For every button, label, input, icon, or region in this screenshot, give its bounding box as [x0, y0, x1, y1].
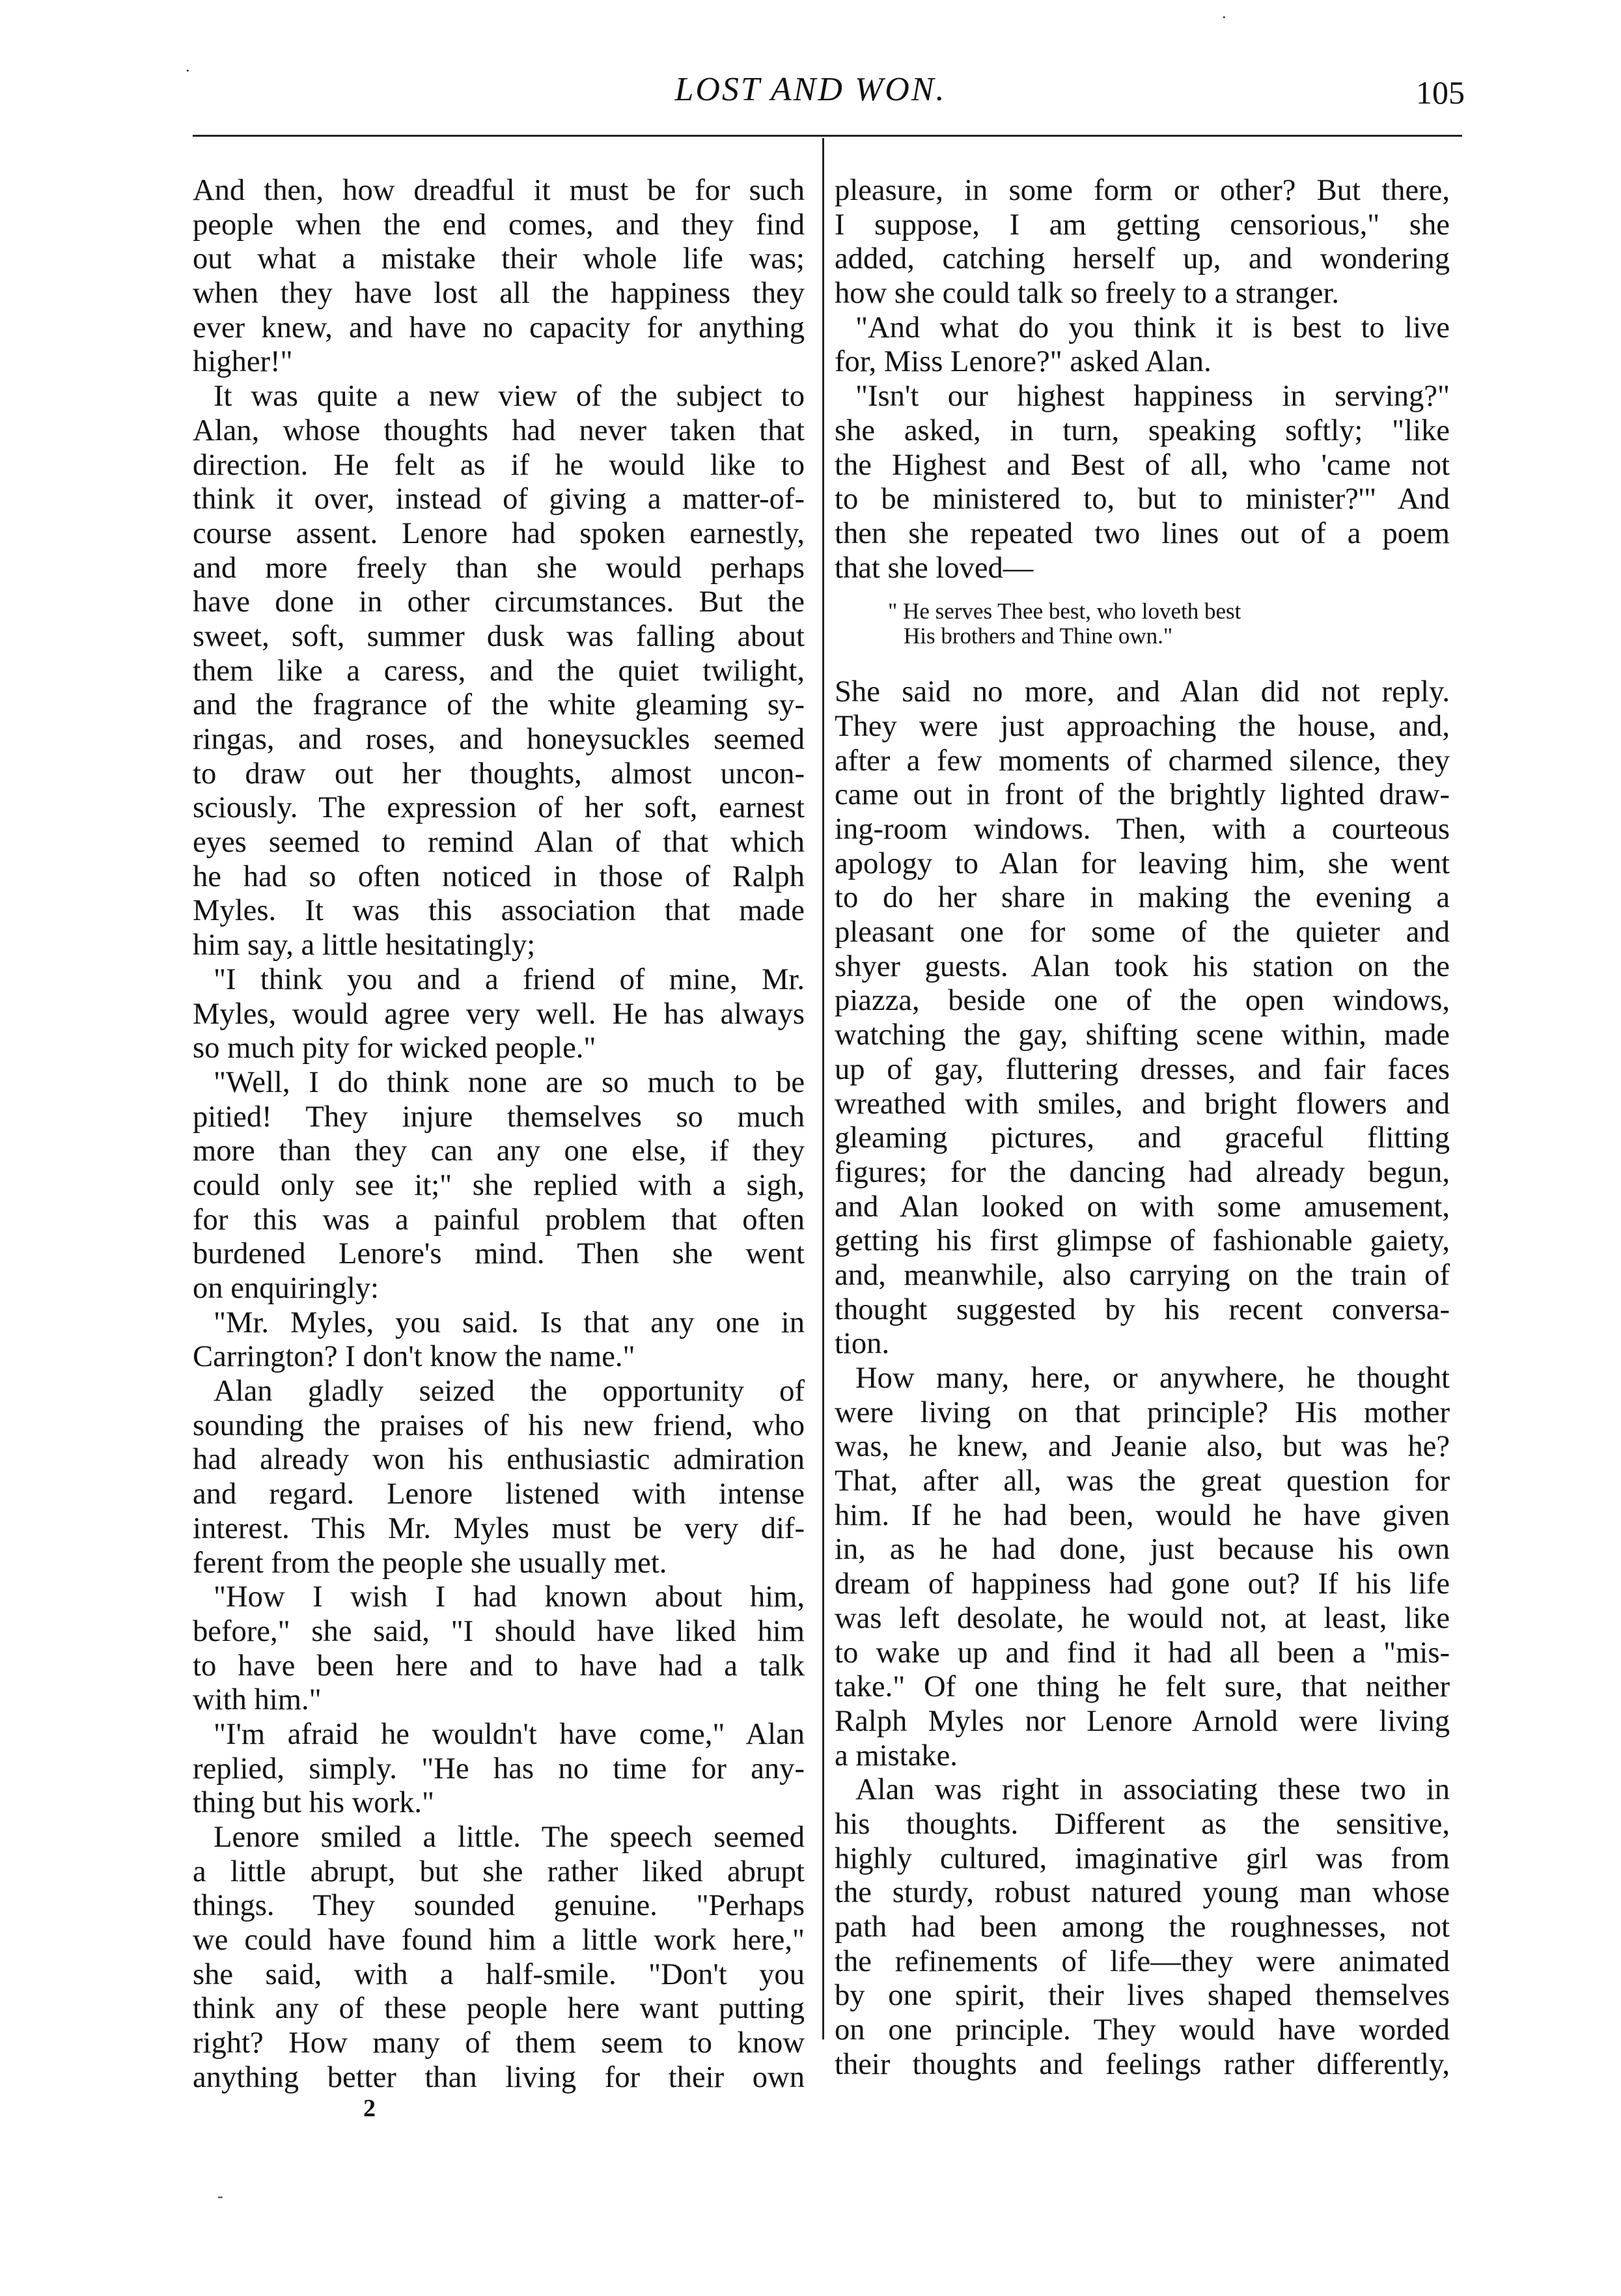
text-line: and, meanwhile, also carrying on the train of	[835, 1257, 1450, 1292]
poem-line: His brothers and Thine own."	[904, 623, 1173, 649]
text-line: in, as he had done, just because his own	[835, 1532, 1450, 1567]
text-line: take." Of one thing he felt sure, that neither	[835, 1670, 1450, 1704]
text-line: and Alan looked on with some amusement,	[835, 1189, 1450, 1224]
text-line: sweet, soft, summer dusk was falling about	[193, 619, 805, 653]
text-line: Myles. It was this association that made	[193, 893, 805, 928]
text-line: "I think you and a friend of mine, Mr.	[214, 962, 805, 996]
text-line: the Highest and Best of all, who 'came not	[835, 447, 1450, 482]
text-line: could only see it;" she replied with a sigh,	[193, 1168, 805, 1202]
text-line: to draw out her thoughts, almost uncon-	[193, 756, 805, 791]
text-line: piazza, beside one of the open windows,	[835, 983, 1450, 1018]
text-line: wreathed with smiles, and bright flowers and	[835, 1086, 1450, 1121]
text-line: gleaming pictures, and graceful flitting	[835, 1121, 1450, 1155]
text-line: things. They sounded genuine. "Perhaps	[193, 1888, 805, 1923]
text-line: thought suggested by his recent conversa-	[835, 1292, 1450, 1326]
text-line: before," she said, "I should have liked him	[193, 1614, 805, 1648]
text-line: pleasant one for some of the quieter and	[835, 915, 1450, 949]
text-line: to do her share in making the evening a	[835, 880, 1450, 915]
text-line: thing but his work."	[193, 1785, 435, 1820]
text-line: ringas, and roses, and honeysuckles seemed	[193, 722, 805, 756]
running-head-title: LOST AND WON.	[674, 71, 947, 108]
signature-mark: 2	[363, 2095, 376, 2122]
text-line: we could have found him a little work here,"	[193, 1923, 805, 1957]
text-line: a mistake.	[835, 1738, 958, 1772]
speck-mark: ·	[185, 61, 191, 80]
header-rule	[193, 135, 1462, 137]
right-column-bottom-text	[835, 675, 1450, 2081]
text-line: she asked, in turn, speaking softly; "like	[835, 413, 1450, 447]
text-line: he had so often noticed in those of Ralph	[193, 859, 805, 893]
text-line: when they have lost all the happiness they	[193, 276, 805, 311]
text-line: How many, here, or anywhere, he thought	[855, 1361, 1450, 1395]
text-line: after a few moments of charmed silence, they	[835, 743, 1450, 777]
text-line: have done in other circumstances. But the	[193, 585, 805, 619]
text-line: Ralph Myles nor Lenore Arnold were living	[835, 1703, 1450, 1738]
text-line: ferent from the people she usually met.	[193, 1545, 667, 1580]
text-line: on enquiringly:	[193, 1271, 380, 1305]
text-line: tion.	[835, 1326, 890, 1361]
text-line: replied, simply. "He has no time for any-	[193, 1751, 805, 1785]
text-line: "I'm afraid he wouldn't have come," Alan	[214, 1716, 805, 1751]
poem-quote	[835, 599, 1450, 649]
text-line: watching the gay, shifting scene within, made	[835, 1018, 1450, 1052]
text-line: how she could talk so freely to a stranger.	[835, 276, 1340, 311]
text-line: and more freely than she would perhaps	[193, 550, 805, 585]
text-line: their thoughts and feelings rather differently,	[835, 2047, 1450, 2081]
text-line: ing-room windows. Then, with a courteous	[835, 812, 1450, 846]
text-line: Alan was right in associating these two in	[855, 1772, 1450, 1807]
text-line: that she loved—	[835, 550, 1034, 585]
right-column	[835, 173, 1450, 2081]
text-line: with him."	[193, 1683, 322, 1717]
poem-line: " He serves Thee best, who loveth best	[888, 598, 1241, 624]
text-line: them like a caress, and the quiet twilight,	[193, 653, 805, 688]
text-line: and regard. Lenore listened with intense	[193, 1477, 805, 1511]
text-line: Alan gladly seized the opportunity of	[214, 1374, 805, 1408]
text-line: for, Miss Lenore?" asked Alan.	[835, 344, 1212, 379]
text-line: path had been among the roughnesses, not	[835, 1910, 1450, 1944]
text-line: course assent. Lenore had spoken earnestly,	[193, 516, 805, 550]
text-line: dream of happiness had gone out? If his life	[835, 1567, 1450, 1601]
text-line: "Mr. Myles, you said. Is that any one in	[214, 1305, 805, 1339]
column-divider	[822, 138, 824, 2039]
text-line: the sturdy, robust natured young man whose	[835, 1875, 1450, 1910]
text-line: "Isn't our highest happiness in serving?"	[855, 379, 1450, 413]
text-line: think any of these people here want putting	[193, 1991, 805, 2026]
text-line: "How I wish I had known about him,	[214, 1580, 805, 1614]
text-line: to wake up and find it had all been a "mis-	[835, 1635, 1450, 1670]
text-line: anything better than living for their own	[193, 2060, 805, 2094]
text-line: she said, with a half-smile. "Don't you	[193, 1957, 805, 1991]
text-line: added, catching herself up, and wondering	[835, 242, 1450, 276]
text-line: more than they can any one else, if they	[193, 1134, 805, 1168]
text-line: shyer guests. Alan took his station on the	[835, 949, 1450, 983]
text-line: Lenore smiled a little. The speech seemed	[214, 1820, 805, 1854]
text-line: apology to Alan for leaving him, she went	[835, 846, 1450, 880]
text-line: Myles, would agree very well. He has always	[193, 996, 805, 1031]
text-line: ever knew, and have no capacity for anything	[193, 310, 805, 344]
text-line: burdened Lenore's mind. Then she went	[193, 1237, 805, 1271]
text-line: the refinements of life—they were animated	[835, 1944, 1450, 1978]
text-line: direction. He felt as if he would like to	[193, 447, 805, 482]
text-line: was left desolate, he would not, at least, like	[835, 1601, 1450, 1635]
text-line: She said no more, and Alan did not reply.	[835, 675, 1450, 709]
text-line: higher!"	[193, 344, 293, 379]
text-line: They were just approaching the house, and,	[835, 708, 1450, 743]
text-line: so much pity for wicked people."	[193, 1031, 596, 1065]
right-column-top-text	[835, 173, 1450, 585]
text-line: It was quite a new view of the subject to	[214, 379, 805, 413]
text-line: interest. This Mr. Myles must be very dif-	[193, 1511, 805, 1545]
text-line: figures; for the dancing had already begun,	[835, 1155, 1450, 1189]
text-line: on one principle. They would have worded	[835, 2013, 1450, 2047]
speck-mark: -	[217, 2187, 223, 2205]
text-line: were living on that principle? His mother	[835, 1395, 1450, 1429]
text-line: him say, a little hesitatingly;	[193, 928, 536, 962]
text-line: was, he knew, and Jeanie also, but was he?	[835, 1429, 1450, 1464]
text-line: by one spirit, their lives shaped themselves	[835, 1978, 1450, 2013]
text-line: highly cultured, imaginative girl was from	[835, 1841, 1450, 1875]
text-line: for this was a painful problem that often	[193, 1202, 805, 1237]
left-column	[193, 173, 805, 2095]
text-line: sounding the praises of his new friend, who	[193, 1408, 805, 1442]
speck-mark: ·	[1221, 8, 1227, 27]
text-line: Alan, whose thoughts had never taken that	[193, 413, 805, 447]
text-line: out what a mistake their whole life was;	[193, 242, 805, 276]
text-line: came out in front of the brightly lighted draw-	[835, 777, 1450, 812]
text-line: him. If he had been, would he have given	[835, 1498, 1450, 1532]
text-line: a little abrupt, but she rather liked abrupt	[193, 1854, 805, 1888]
text-line: people when the end comes, and they find	[193, 207, 805, 242]
text-line: up of gay, fluttering dresses, and fair faces	[835, 1052, 1450, 1086]
text-line: "Well, I do think none are so much to be	[214, 1065, 805, 1099]
text-line: to have been here and to have had a talk	[193, 1648, 805, 1683]
text-line: pitied! They injure themselves so much	[193, 1099, 805, 1134]
text-line: "And what do you think it is best to live	[855, 310, 1450, 344]
text-line: and the fragrance of the white gleaming sy-	[193, 688, 805, 722]
page-number: 105	[1416, 74, 1465, 111]
text-line: had already won his enthusiastic admiration	[193, 1442, 805, 1477]
text-line: his thoughts. Different as the sensitive,	[835, 1806, 1450, 1841]
text-line: And then, how dreadful it must be for such	[193, 173, 805, 207]
text-line: That, after all, was the great question for	[835, 1464, 1450, 1498]
text-line: pleasure, in some form or other? But there,	[835, 173, 1450, 207]
text-line: I suppose, I am getting censorious," she	[835, 207, 1450, 242]
text-line: eyes seemed to remind Alan of that which	[193, 825, 805, 860]
text-line: to be ministered to, but to minister?'" And	[835, 482, 1450, 516]
text-line: right? How many of them seem to know	[193, 2026, 805, 2060]
text-line: Carrington? I don't know the name."	[193, 1339, 635, 1374]
text-line: sciously. The expression of her soft, earnest	[193, 791, 805, 825]
text-line: getting his first glimpse of fashionable gaiety,	[835, 1224, 1450, 1258]
text-line: then she repeated two lines out of a poem	[835, 516, 1450, 550]
text-line: think it over, instead of giving a matter-of-	[193, 482, 805, 516]
